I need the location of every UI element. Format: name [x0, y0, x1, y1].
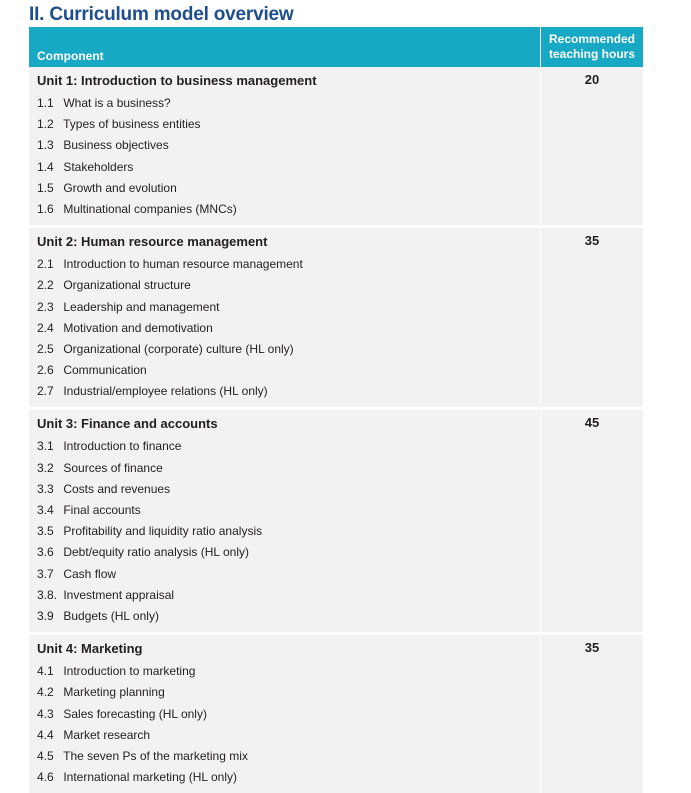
topic-item: [37, 585, 540, 606]
topic-item: [37, 436, 540, 457]
topic-item: [37, 318, 540, 339]
topic-number: 1.1: [37, 96, 54, 110]
page-title: II. Curriculum model overview: [29, 4, 294, 25]
topic-item: [37, 135, 540, 156]
topic-number: 2.2: [37, 278, 54, 293]
topic-text: Leadership and management: [63, 299, 220, 314]
topic-text: Communication: [63, 363, 147, 378]
topic-item: [37, 458, 540, 479]
topic-number: 3.3: [37, 481, 54, 496]
topic-text: Motivation and demotivation: [63, 320, 213, 335]
topic-number: 1.6: [37, 201, 54, 216]
topic-item: [37, 199, 540, 220]
unit-content: [29, 410, 540, 632]
topic-item: [37, 339, 540, 360]
topic-item: [37, 767, 540, 788]
topic-text: Organizational (corporate) culture (HL only): [63, 341, 294, 356]
unit-row: [29, 225, 643, 407]
topic-item: [37, 500, 540, 521]
topic-number: 4.3: [37, 706, 54, 721]
topic-text: The seven Ps of the marketing mix: [63, 748, 248, 763]
topic-text: Types of business entities: [63, 117, 201, 132]
topic-number: 1.2: [37, 117, 54, 132]
topic-item: [37, 114, 540, 135]
topic-text: Marketing planning: [63, 685, 165, 700]
topic-text: Budgets (HL only): [63, 608, 159, 623]
unit-hours: 35: [540, 635, 643, 793]
unit-title: Unit 2: Human resource management: [37, 234, 268, 250]
topic-item: [37, 254, 540, 275]
topic-text: Introduction to finance: [63, 439, 182, 454]
unit-title: Unit 4: Marketing: [37, 641, 143, 657]
topic-item: [37, 381, 540, 402]
topic-number: 4.2: [37, 685, 54, 700]
topic-number: 3.9: [37, 608, 54, 623]
topic-text: International marketing (HL only): [63, 770, 237, 785]
topic-text: Profitability and liquidity ratio analysis: [63, 524, 263, 539]
topic-item: [37, 725, 540, 746]
topic-number: 2.6: [37, 363, 54, 378]
unit-content: [29, 228, 540, 407]
topic-item: [37, 479, 540, 500]
topic-number: 3.2: [37, 460, 54, 475]
table-header: [29, 27, 643, 67]
unit-content: [29, 67, 540, 225]
topic-text: Organizational structure: [63, 278, 191, 293]
topic-item: [37, 157, 540, 178]
unit-row: [29, 632, 643, 793]
topic-text: What is a business?: [63, 96, 171, 110]
topic-number: 1.3: [37, 138, 54, 153]
topic-number: 3.7: [37, 566, 54, 581]
topic-number: 3.8.: [37, 587, 58, 602]
topic-text: Sales forecasting (HL only): [63, 706, 207, 721]
unit-content: [29, 635, 540, 793]
unit-hours: 20: [540, 67, 643, 225]
topic-text: Stakeholders: [63, 159, 134, 174]
topic-number: 4.5: [37, 748, 54, 763]
topic-text: Costs and revenues: [63, 481, 171, 496]
header-component: Component: [37, 49, 104, 63]
topic-item: [37, 178, 540, 199]
topic-number: 1.4: [37, 159, 54, 174]
topic-text: Growth and evolution: [63, 180, 177, 195]
topic-number: 2.7: [37, 384, 54, 399]
topic-item: [37, 275, 540, 296]
topic-number: 1.5: [37, 180, 54, 195]
topic-text: Cash flow: [63, 566, 117, 581]
topic-text: Industrial/employee relations (HL only): [63, 384, 268, 399]
topic-item: [37, 606, 540, 627]
unit-row: [29, 67, 643, 225]
topic-item: [37, 682, 540, 703]
topic-text: Final accounts: [63, 503, 141, 517]
topic-number: 4.4: [37, 727, 54, 742]
unit-row: [29, 407, 643, 632]
topic-number: 2.5: [37, 341, 54, 356]
topic-text: Investment appraisal: [63, 587, 175, 602]
topic-text: Introduction to marketing: [63, 664, 196, 679]
topic-text: Introduction to human resource management: [63, 257, 303, 272]
topic-number: 3.5: [37, 524, 54, 539]
topic-item: [37, 297, 540, 318]
topic-item: [37, 564, 540, 585]
unit-title: Unit 1: Introduction to business management: [37, 73, 317, 88]
topic-text: Sources of finance: [63, 460, 163, 475]
topic-text: Business objectives: [63, 138, 169, 153]
topic-item: [37, 93, 540, 114]
topic-number: 4.1: [37, 664, 54, 679]
units-body: [29, 67, 643, 793]
unit-title: Unit 3: Finance and accounts: [37, 416, 218, 432]
topic-number: 3.6: [37, 545, 54, 560]
curriculum-table: [29, 27, 643, 793]
unit-hours: 45: [540, 410, 643, 632]
header-hours: Recommended teaching hours: [540, 27, 643, 67]
topic-item: [37, 746, 540, 767]
topic-number: 3.4: [37, 503, 54, 517]
topic-item: [37, 704, 540, 725]
topic-number: 4.6: [37, 770, 54, 785]
topic-number: 3.1: [37, 439, 54, 454]
topic-number: 2.3: [37, 299, 54, 314]
unit-hours: 35: [540, 228, 643, 407]
topic-number: 2.1: [37, 257, 54, 272]
topic-text: Market research: [63, 727, 151, 742]
topic-number: 2.4: [37, 320, 54, 335]
topic-item: [37, 521, 540, 542]
topic-text: Multinational companies (MNCs): [63, 201, 237, 216]
topic-item: [37, 661, 540, 682]
topic-item: [37, 542, 540, 563]
topic-item: [37, 360, 540, 381]
topic-text: Debt/equity ratio analysis (HL only): [63, 545, 249, 560]
